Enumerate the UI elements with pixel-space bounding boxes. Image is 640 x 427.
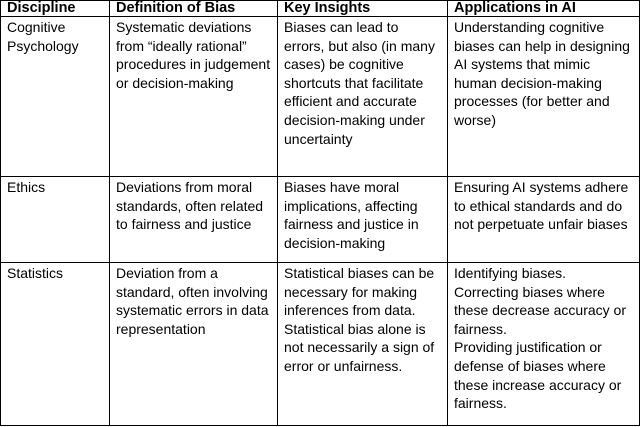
cell-definition: [110, 177, 278, 263]
insight-text: Statistical biases can be necessary for making inferences from data.: [284, 265, 435, 319]
cell-definition: [110, 17, 278, 177]
discipline-line: Psychology: [7, 37, 79, 54]
cell-applications: [448, 263, 640, 426]
application-text: Identifying biases.: [454, 265, 567, 281]
cell-insights: [278, 263, 448, 426]
header-applications: Applications in AI: [448, 1, 640, 17]
cell-insights: [278, 17, 448, 177]
application-text: Understanding cognitive biases can help in designing AI systems that mimic human decision-making processes (for better and worse): [454, 19, 630, 128]
cell-applications: [448, 177, 640, 263]
discipline-line: Cognitive: [7, 19, 66, 35]
header-discipline: Discipline: [1, 1, 110, 17]
header-key-insights: Key Insights: [278, 1, 448, 17]
cell-applications: [448, 17, 640, 177]
insight-text: Statistical bias alone is not necessarily a sign of error or unfairness.: [284, 320, 435, 374]
definition-text: Deviation from a standard, often involving systematic errors in data representation: [116, 265, 269, 337]
insight-text: Biases can lead to errors, but also (in many cases) be cognitive shortcuts that facilitate efficient and accurate decision-making under uncertainty: [284, 19, 435, 147]
application-text: Providing justification or defense of biases where these increase accuracy or fairness.: [454, 339, 622, 412]
discipline-line: Statistics: [7, 265, 64, 281]
definition-text: Deviations from moral standards, often related to fairness and justice: [116, 179, 264, 233]
table-row: [1, 263, 640, 426]
application-text: Ensuring AI systems adhere to ethical standards and do not perpetuate unfair biases: [454, 179, 629, 233]
cell-definition: [110, 263, 278, 426]
table-row: [1, 177, 640, 263]
insight-text: Biases have moral implications, affecting fairness and justice in decision-making: [284, 179, 419, 251]
header-row: [1, 1, 640, 17]
discipline-line: Ethics: [7, 179, 46, 195]
table-row: [1, 17, 640, 177]
cell-discipline: [1, 177, 110, 263]
cell-discipline: [1, 263, 110, 426]
header-definition: Definition of Bias: [110, 1, 278, 17]
cell-insights: [278, 177, 448, 263]
definition-text: Systematic deviations from “ideally rational” procedures in judgement or decision-making: [116, 19, 271, 91]
application-text: Correcting biases where these decrease accuracy or fairness.: [454, 283, 626, 337]
cell-discipline: [1, 17, 110, 177]
